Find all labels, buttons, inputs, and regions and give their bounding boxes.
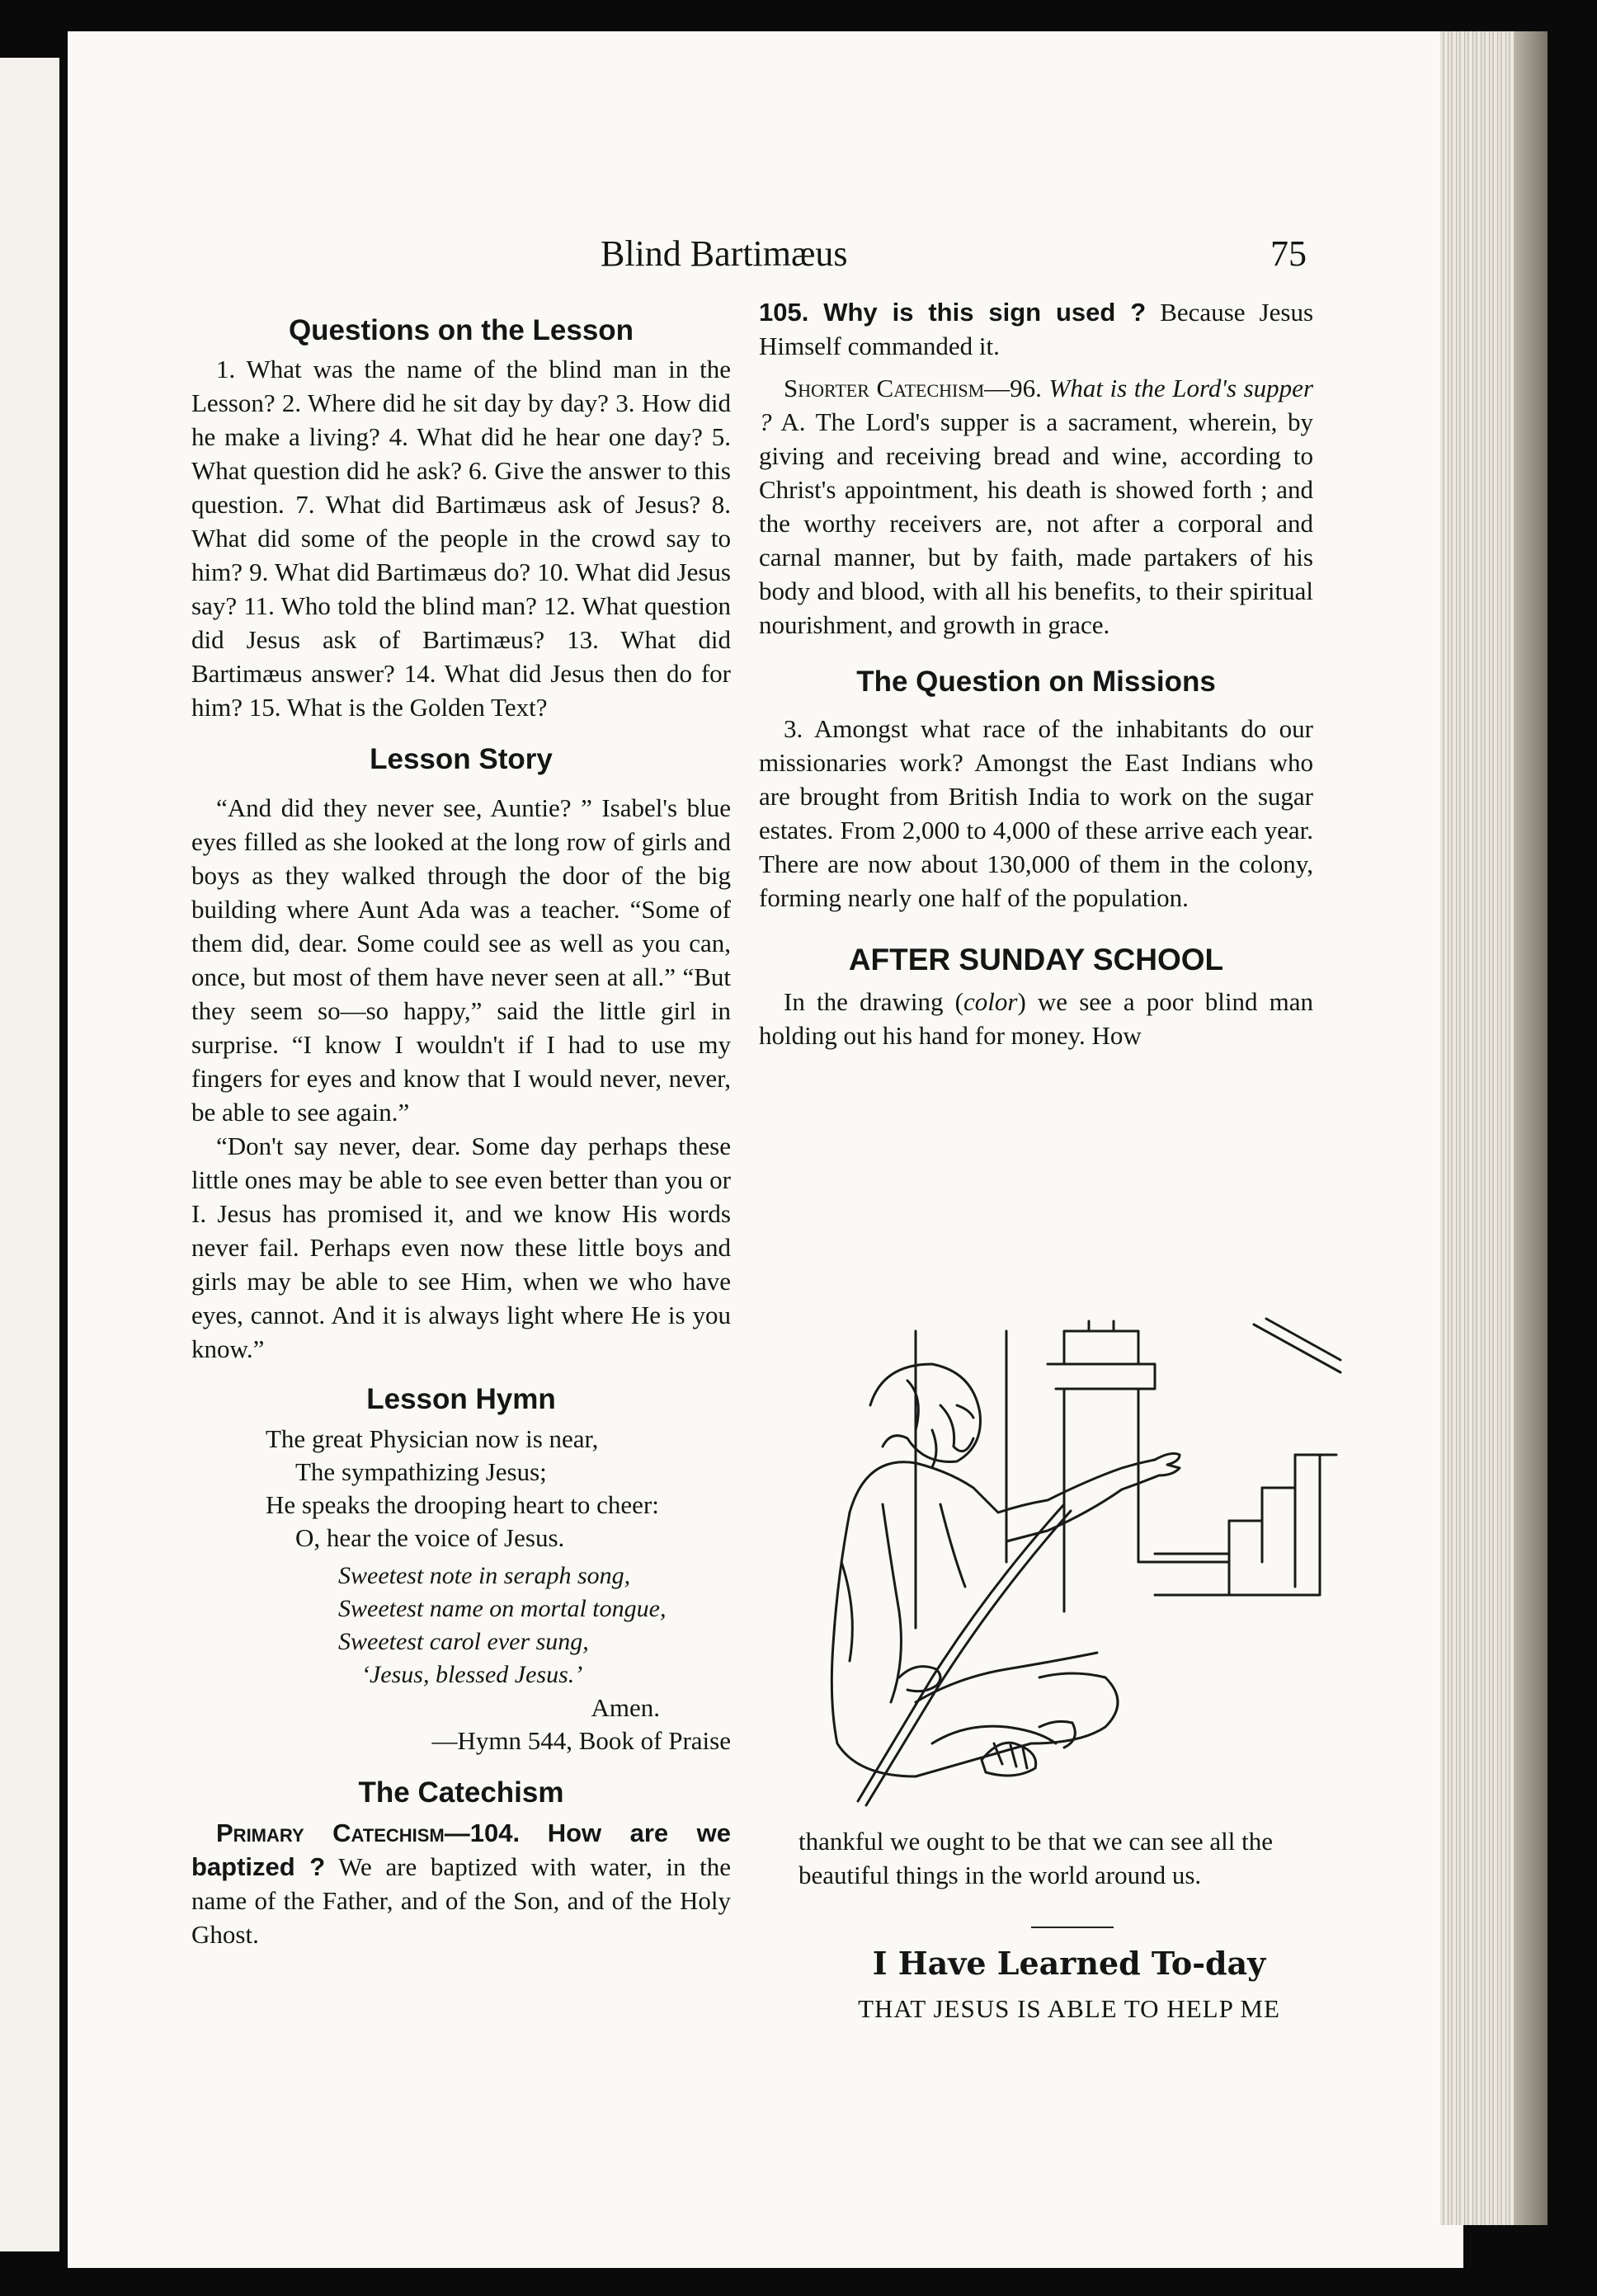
answer-105: Because Jesus Himself commanded it. [759,298,1314,360]
hymn-source: —Hymn 544, Book of Praise [431,1726,731,1755]
blind-beggar-drawing [792,1315,1346,1809]
hymn-verse [191,1423,731,1555]
shorter-catechism [759,371,1313,642]
question-105: 105. Why is this sign used ? [759,298,1147,327]
after-school-heading: AFTER SUNDAY SCHOOL [848,943,1224,976]
shorter-catechism-label: Shorter Catechism—96. [784,374,1042,402]
right-column-top [759,295,1313,1052]
chorus-line: Sweetest name on mortal tongue, [338,1595,667,1622]
after-intro-color: color [963,987,1018,1016]
after-school-outro-text: thankful we ought to be that we can see all the beautiful things in the world around us. [798,1827,1274,1889]
facing-page-edge [0,58,59,2251]
primary-catechism-answer: We are baptized with water, in the name of the Father, and of the Son, and of the Holy Ghost. [191,1852,731,1949]
after-intro-b: ) we see a poor blind man holding out his hand for money. How [759,987,1313,1050]
hymn-heading: Lesson Hymn [366,1383,556,1415]
chorus-line: Sweetest carol ever sung, [338,1628,589,1655]
learned-today-text: THAT JESUS IS ABLE TO HELP ME [858,1994,1280,2023]
missions-heading: The Question on Missions [856,666,1216,698]
learned-today-title: I Have Learned To-day [872,1945,1266,1982]
after-school-intro [759,985,1313,1052]
left-column [191,313,731,1951]
questions-heading: Questions on the Lesson [288,314,634,346]
hymn-chorus [191,1560,731,1691]
section-rule [1031,1927,1114,1928]
hymn-line: The sympathizing Jesus; [295,1457,547,1486]
story-paragraph-1: “And did they never see, Auntie? ” Isabel's blue eyes filled as she looked at the long row of girls and boys as they walked through the door of the big building where Aunt Ada was a teacher. “Some of them did, dear. Some could see as well as you can, once, but most of them have never seen at all.” “But they seem so—so happy,” said the little girl in surprise. “I know I wouldn't if I had to use my fingers for eyes and know that I would never, never, be able to see again.” [191,793,731,1127]
story-heading: Lesson Story [370,743,553,775]
shorter-catechism-question: What is the Lord's supper ? [759,374,1314,436]
page-number: 75 [1270,233,1307,274]
catechism-continued [759,295,1313,363]
after-school-outro [798,1824,1343,1892]
chorus-line: ‘Jesus, blessed Jesus.’ [361,1661,583,1688]
page-edges [1440,31,1548,2225]
primary-catechism [191,1816,731,1951]
running-title: Blind Bartimæus [601,233,848,274]
chorus-line: Sweetest note in seraph song, [338,1562,631,1589]
story-paragraph-2: “Don't say never, dear. Some day perhaps these little ones may be able to see even better than you or I. Jesus has promised it, and we know His words never fail. Perhaps even now these little boys and girls may be able to see Him, when we who have eyes, cannot. And it is always light where He is you know.” [191,1132,731,1363]
hymn-line: O, hear the voice of Jesus. [295,1523,565,1552]
missions-text: 3. Amongst what race of the inhabitants do our missionaries work? Amongst the East Indians who are brought from British India to work on the sugar estates. From 2,000 to 4,000 of these arrive each year. There are now about 130,000 of them in the colony, forming nearly one half of the population. [759,714,1313,912]
hymn-amen: Amen. [591,1693,660,1722]
hymn-line: The great Physician now is near, [266,1424,599,1453]
primary-catechism-question: How are we baptized ? [191,1818,732,1881]
primary-catechism-label: Primary Catechism—104. [216,1818,521,1847]
questions-text: 1. What was the name of the blind man in the Lesson? 2. Where did he sit day by day? 3. How did he make a living? 4. What did he hear one day? 5. What question did he ask? 6. Give the answer to this question. 7. What did Bartimæus ask of Jesus? 8. What did some of the people in the crowd say to him? 9. What did Bartimæus do? 10. What did Jesus say? 11. Who told the blind man? 12. What question did Jesus ask of Bartimæus? 13. What did Bartimæus answer? 14. What did Jesus then do for him? 15. What is the Golden Text? [191,355,731,722]
catechism-heading: The Catechism [358,1776,564,1809]
after-intro-a: In the drawing ( [784,987,964,1016]
shorter-catechism-answer: A. The Lord's supper is a sacrament, wherein, by giving and receiving bread and wine, according to Christ's appointment, his death is showed forth ; and the worthy receivers are, not after a corporal and carnal manner, but by faith, made partakers of his body and blood, with all his benefits, to their spiritual nourishment, and growth in grace. [759,407,1313,639]
hymn-line: He speaks the drooping heart to cheer: [266,1490,659,1519]
